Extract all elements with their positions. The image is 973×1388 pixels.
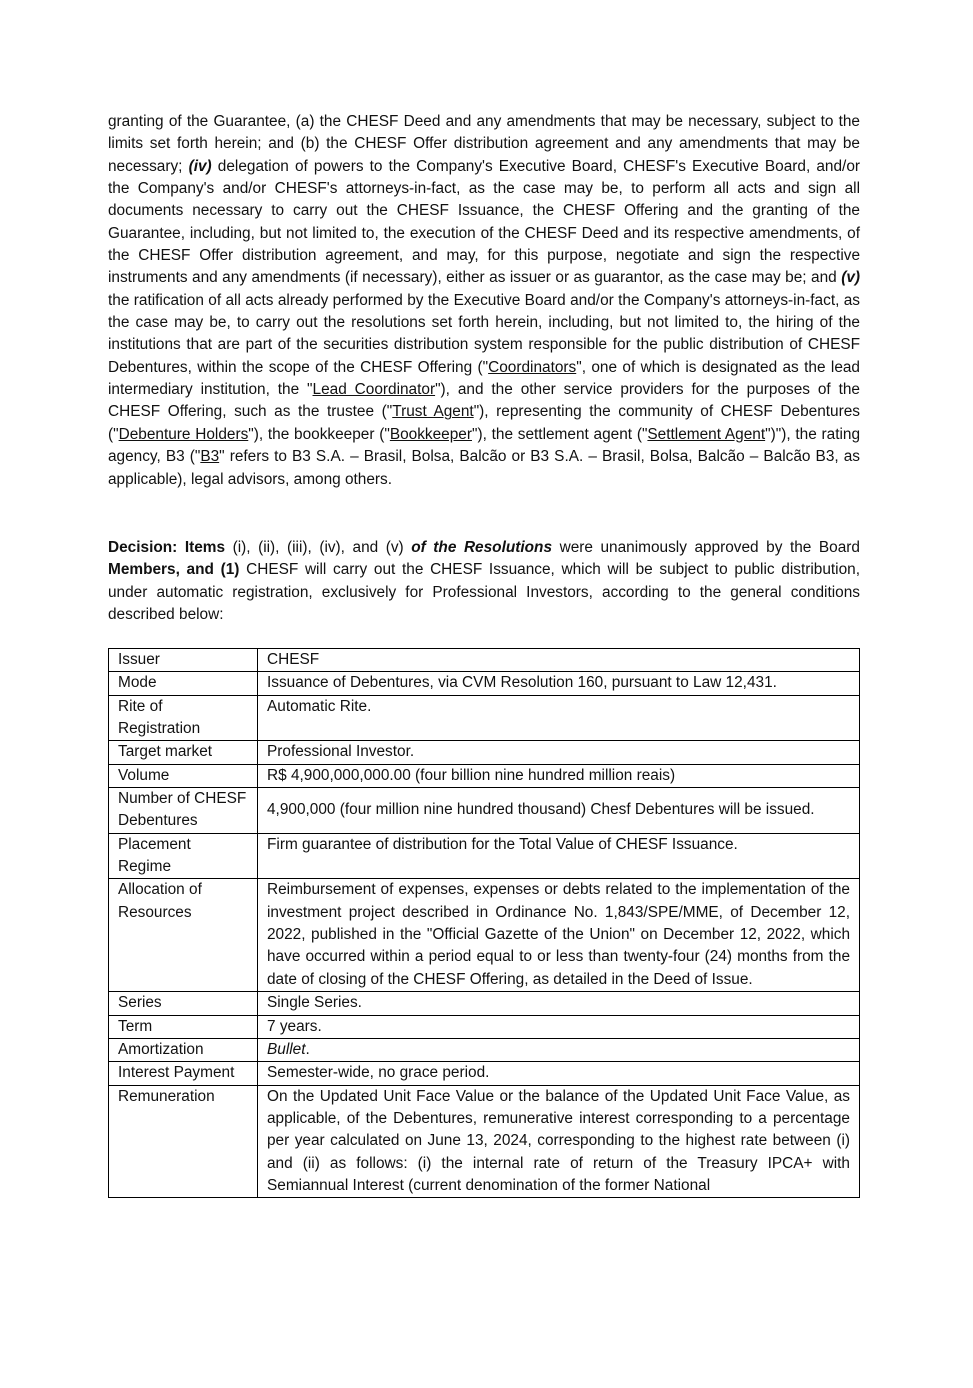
term-label: Placement Regime: [109, 833, 258, 879]
term-value: 7 years.: [258, 1015, 860, 1038]
term-label: Interest Payment: [109, 1062, 258, 1085]
term-label: Number of CHESF Debentures: [109, 788, 258, 834]
text-segment: "), the settlement agent (": [471, 425, 648, 443]
term-label: Allocation of Resources: [109, 879, 258, 992]
defined-term-b3: B3: [200, 448, 220, 466]
defined-term-debenture-holders: Debenture Holders: [118, 425, 249, 443]
term-label: Term: [109, 1015, 258, 1038]
item-marker-iv: (iv): [188, 157, 212, 175]
text-segment: the ratification of all acts already performed by the Executive Board and/or the Company's attorneys-in-fact, as the case may be, to carry out the resolutions set forth herein, including, but not limited to, the hiring of the institutions that are part of the securities distribution system responsible for the public distribution of CHESF Debentures, within the scope of the CHESF Offering (": [108, 291, 860, 376]
text-segment: "), the bookkeeper (": [248, 425, 390, 443]
table-row: [109, 992, 860, 1015]
table-row: [109, 833, 860, 879]
amortization-type: Bullet: [267, 1040, 306, 1058]
term-value: 4,900,000 (four million nine hundred thousand) Chesf Debentures will be issued.: [258, 788, 860, 834]
text-segment: delegation of powers to the Company's Executive Board, CHESF's Executive Board, and/or the Company's and/or CHESF's attorneys-in-fact, as the case may be, to perform all acts and sign all documents necessary to carry out the CHESF Issuance, the CHESF Offering and the granting of the Guarantee, including, but not limited to, the execution of the CHESF Deed and its respective amendments, of the CHESF Offer distribution agreement, and may, for this purpose, negotiate and sign the respective instruments and any amendments (if necessary), either as issuer or as guarantor, as the case may be; and: [108, 157, 860, 287]
text-segment: ", one of which is designated as the lead intermediary institution, the ": [108, 358, 860, 399]
table-row: [109, 764, 860, 787]
table-row: [109, 788, 860, 834]
term-label: Rite of Registration: [109, 695, 258, 741]
term-value: Automatic Rite.: [258, 695, 860, 741]
table-row: [109, 649, 860, 672]
text-segment: (i), (ii), (iii), (iv), and (v): [225, 539, 412, 556]
defined-term-lead-coordinator: Lead Coordinator: [312, 381, 436, 399]
term-value: Professional Investor.: [258, 741, 860, 764]
term-value: Semester-wide, no grace period.: [258, 1062, 860, 1085]
table-row: [109, 1085, 860, 1198]
text-segment: " refers to B3 S.A. – Brasil, Bolsa, Balcão or B3 S.A. – Brasil, Bolsa, Balcão – Balcão B3, as applicable), legal advisors, among others.: [108, 448, 860, 488]
term-value: [258, 1038, 860, 1061]
table-row: [109, 1015, 860, 1038]
members-clause: Members, and (1): [108, 561, 240, 579]
term-label: Mode: [109, 672, 258, 695]
term-value: R$ 4,900,000,000.00 (four billion nine hundred million reais): [258, 764, 860, 787]
decision-label: Decision: Items: [108, 539, 226, 556]
text-segment: "), representing the community of CHESF Debentures (": [108, 403, 860, 443]
term-value: Issuance of Debentures, via CVM Resolution 160, pursuant to Law 12,431.: [258, 672, 860, 695]
term-label: Target market: [109, 741, 258, 764]
term-label: Series: [109, 992, 258, 1015]
defined-term-settlement-agent: Settlement Agent: [647, 425, 766, 443]
term-value: Reimbursement of expenses, expenses or debts related to the implementation of the investment project described in Ordinance No. 1,843/SPE/MME, of December 12, 2022, published in the "Official Gazette of the Union" on December 12, 2022, which have occurred within a period equal to or less than twenty-four (24) months from the date of closing of the CHESF Offering, as detailed in the Deed of Issue.: [258, 879, 860, 992]
table-row: [109, 741, 860, 764]
defined-term-bookkeeper: Bookkeeper: [389, 425, 472, 443]
text-segment: ")"), the rating agency, B3 (": [108, 425, 861, 466]
term-label: Amortization: [109, 1038, 258, 1061]
table-row: [109, 1038, 860, 1061]
defined-term-trust-agent: Trust Agent: [392, 403, 474, 421]
table-row: [109, 672, 860, 695]
resolutions-paragraph: [108, 111, 860, 491]
term-value: CHESF: [258, 649, 860, 672]
term-label: Volume: [109, 764, 258, 787]
issuance-terms-table: [108, 648, 860, 1198]
term-value: On the Updated Unit Face Value or the balance of the Updated Unit Face Value, as applicable, of the Debentures, remunerative interest corresponding to a percentage per year calculated on June 13, 2024, corresponding to the highest rate between (i) and (ii) as follows: (i) the internal rate of return of the Treasury IPCA+ with Semiannual Interest (current denomination of the former National: [258, 1085, 860, 1198]
defined-term-coordinators: Coordinators: [488, 358, 577, 376]
table-row: [109, 1062, 860, 1085]
text-segment: were unanimously approved by the Board: [552, 539, 860, 556]
text-segment: "), and the other service providers for the purposes of the CHESF Offering, such as the trustee (": [108, 381, 860, 421]
text-segment: CHESF will carry out the CHESF Issuance, which will be subject to public distribution, under automatic registration, exclusively for Professional Investors, according to the general conditions described below:: [108, 561, 860, 624]
text-segment: .: [305, 1040, 310, 1058]
table-row: [109, 695, 860, 741]
term-label: Issuer: [109, 649, 258, 672]
term-value: Single Series.: [258, 992, 860, 1015]
item-marker-v: (v): [841, 269, 860, 287]
text-segment: granting of the Guarantee, (a) the CHESF Deed and any amendments that may be necessary, subject to the limits set forth herein; and (b) the CHESF Offer distribution agreement and any amendments that may be necessary;: [108, 113, 860, 175]
table-row: [109, 879, 860, 992]
term-value: Firm guarantee of distribution for the Total Value of CHESF Issuance.: [258, 833, 860, 879]
decision-paragraph: [108, 537, 860, 626]
resolutions-reference: of the Resolutions: [411, 539, 553, 556]
term-label: Remuneration: [109, 1085, 258, 1198]
